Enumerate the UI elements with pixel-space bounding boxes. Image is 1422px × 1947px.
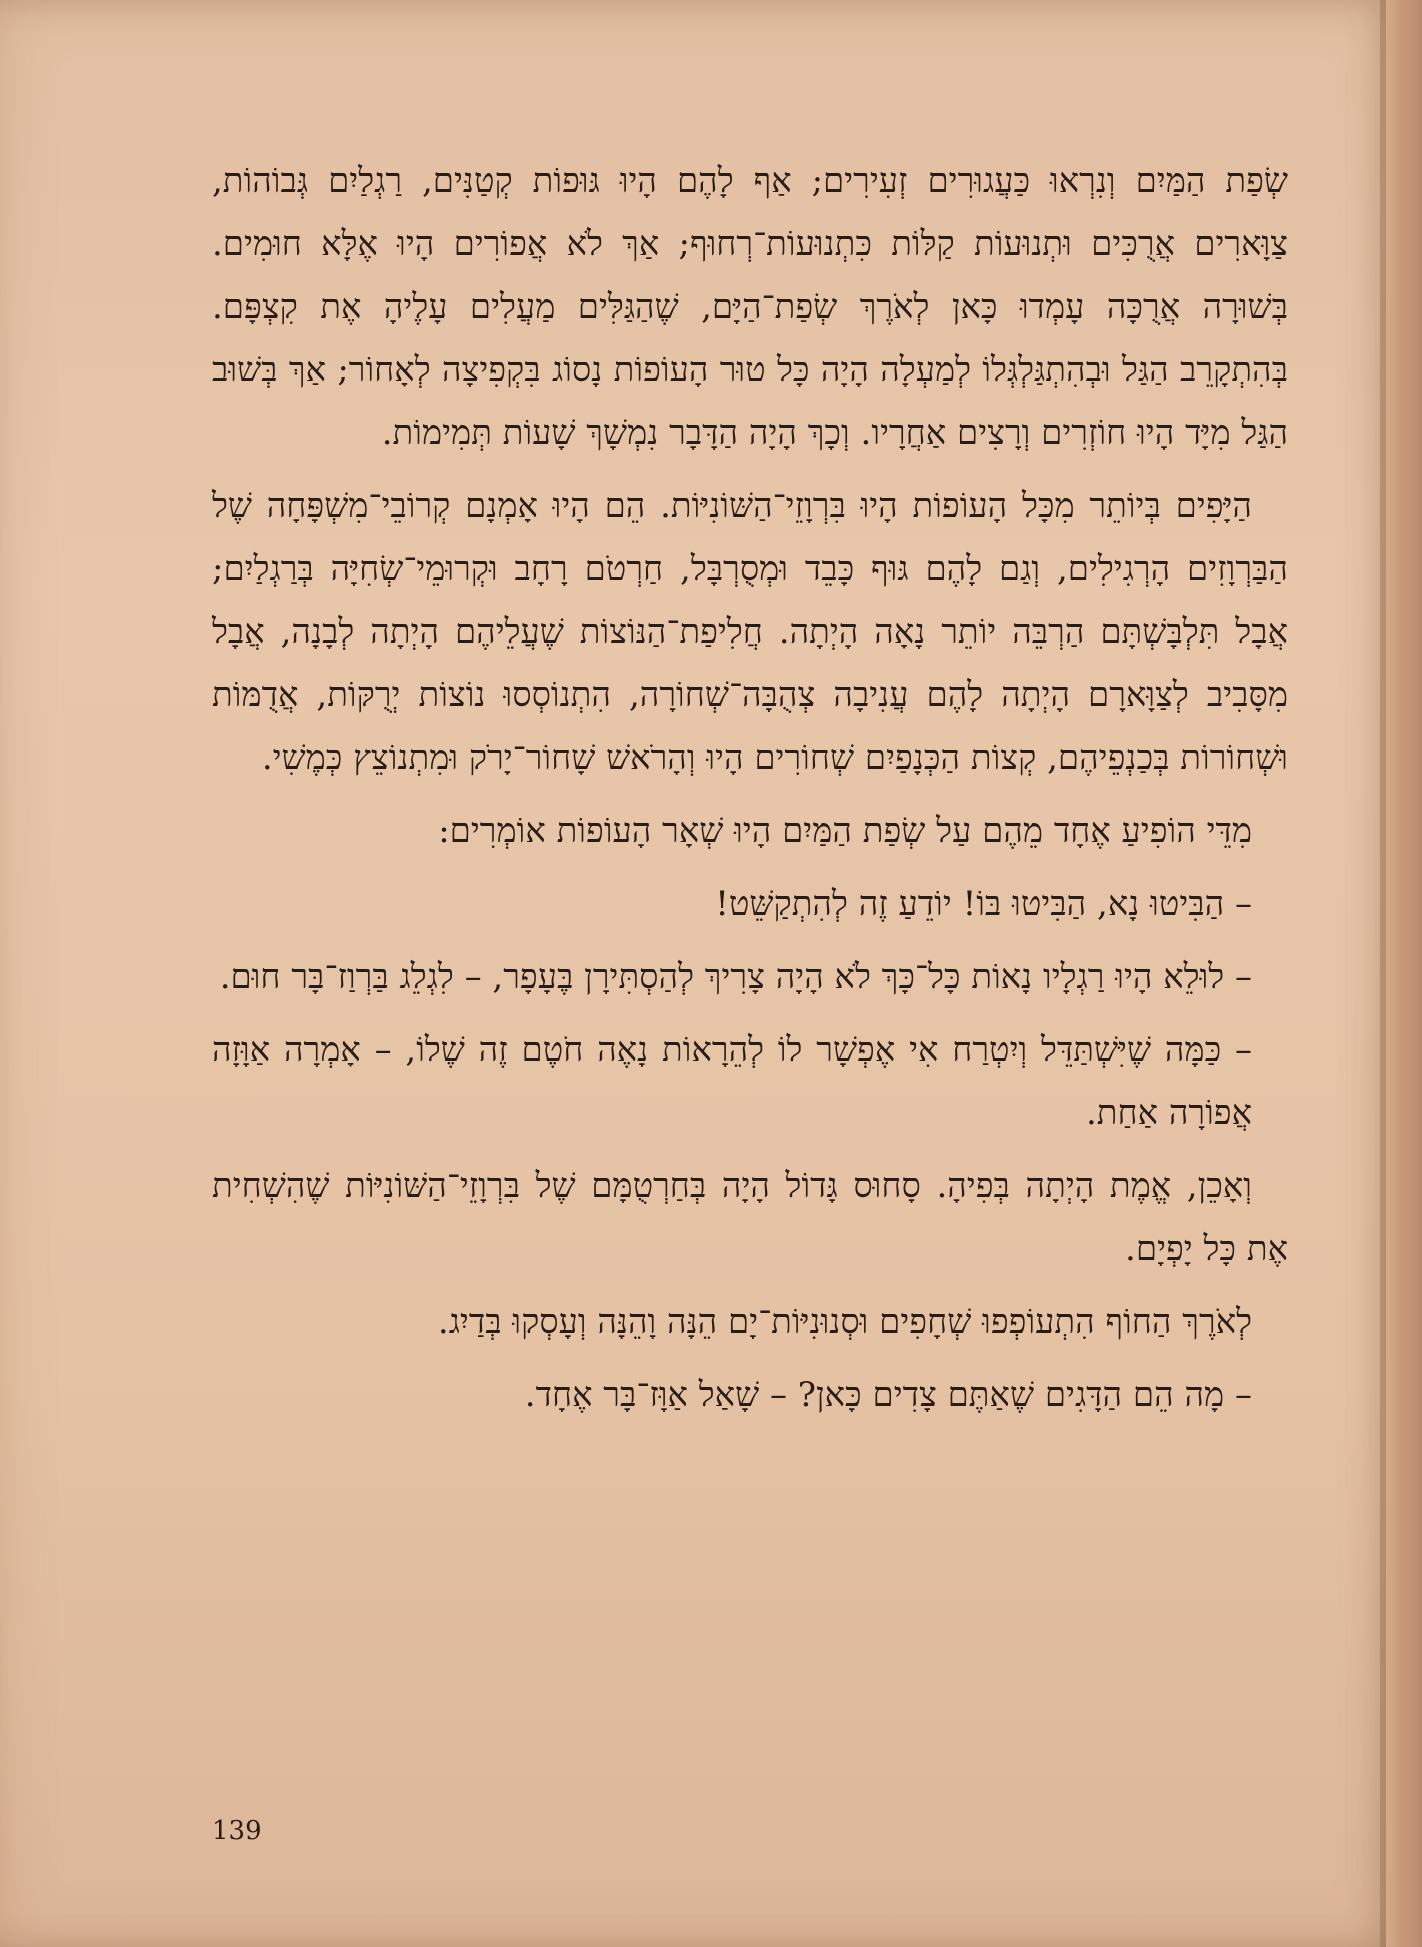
dialogue-line-1: – הַבִּיטוּ נָא, הַבִּיטוּ בּוֹ! יוֹדֵעַ זֶה לְהִתְקַשֵּׁט!	[715, 884, 1252, 924]
body-text	[212, 150, 1288, 1437]
paragraph-4: וְאָכֵן, אֱמֶת הָיְתָה בְּפִיהָ. סָחוּס גָּדוֹל הָיָה בְּחַרְטֻמָּם שֶׁל בִּרְוָזֵי־הַשּׁוֹנִיּוֹת שֶׁהִשְׁחִית אֶת כָּל יָפְיָם.	[212, 1166, 1288, 1269]
page-edge	[1386, 0, 1422, 1947]
paragraph-5: לְאֹרֶךְ הַחוֹף הִתְעוֹפְפוּ שְׁחָפִים וּסְנוּנִיּוֹת־יָם הֵנָּה וָהֵנָּה וְעָסְקוּ בְּדַיִג.	[437, 1302, 1252, 1342]
paragraph-2: הַיָּפִים בְּיוֹתֵר מִכָּל הָעוֹפוֹת הָיוּ בִּרְוָזֵי־הַשּׁוֹנִיּוֹת. הֵם הָיוּ אָמְנָם קְרוֹבֵי־מִשְׁפָּחָה שֶׁל הַבַּרְוָזִים הָרְגִילִים, וְגַם לָהֶם גּוּף כָּבֵד וּמְסֻרְבָּל, חַרְטֹם רָחָב וּקְרוּמֵי־שְׂחִיָּה בְּרַגְלַיִם; אֲבָל תִּלְבָּשְׁתָּם הַרְבֵּה יוֹתֵר נָאָה הָיְתָה. חֲלִיפַת־הַנּוֹצוֹת שֶׁעֲלֵיהֶם הָיְתָה לְבָנָה, אֲבָל מִסָּבִיב לְצַוָּארָם הָיְתָה לָהֶם עֲנִיבָה צְהֻבָּה־שְׁחוֹרָה, הִתְנוֹסְסוּ נוֹצוֹת יְרֻקּוֹת, אֲדֻמּוֹת וּשְׁחוֹרוֹת בְּכַנְפֵיהֶם, קְצוֹת הַכְּנָפַיִם שְׁחוֹרִים הָיוּ וְהָרֹאשׁ שָׁחוֹר־יָרֹק וּמִתְנוֹצֵץ כְּמֶשִׁי.	[212, 486, 1288, 778]
paragraph-1: שְׂפַת הַמַּיִם וְנִרְאוּ כַּעֲגוּרִים זְעִירִים; אַף לָהֶם הָיוּ גּוּפוֹת קְטַנִּים, רַגְלַיִם גְּבוֹהוֹת, צַוָּארִים אֲרֻכִּים וּתְנוּעוֹת קַלּוֹת כִּתְנוּעוֹת־רְחוּף; אַךְ לֹא אֲפוֹרִים הָיוּ אֶלָּא חוּמִים. בְּשׁוּרָה אֲרֻכָּה עָמְדוּ כָּאן לְאֹרֶךְ שְׂפַת־הַיָּם, שֶׁהַגַּלִּים מַעֲלִים עָלֶיהָ אֶת קִצְפָּם. בְּהִתְקָרֵב הַגַּל וּבְהִתְגַּלְגְּלוֹ לְמַעְלָה הָיָה כָּל טוּר הָעוֹפוֹת נָסוֹג בִּקְפִיצָה לְאָחוֹר; אַךְ בְּשׁוּב הַגַּל מִיָּד הָיוּ חוֹזְרִים וְרָצִים אַחֲרָיו. וְכָךְ הָיָה הַדָּבָר נִמְשָׁךְ שָׁעוֹת תְּמִימוֹת.	[212, 161, 1288, 453]
page-number: 139	[212, 1816, 262, 1846]
paragraph-3: מִדֵּי הוֹפִיעַ אֶחָד מֵהֶם עַל שְׂפַת הַמַּיִם הָיוּ שְׁאָר הָעוֹפוֹת אוֹמְרִים:	[438, 811, 1252, 851]
dialogue-line-2: – לוּלֵא הָיוּ רַגְלָיו נָאוֹת כָּל־כָּךְ לֹא הָיָה צָרִיךְ לְהַסְתִּירָן בֶּעָפָר, – לִגְלֵג בַּרְוַז־בָּר חוּם.	[219, 957, 1252, 997]
dialogue-line-4: – מָה הֵם הַדָּגִים שֶׁאַתֶּם צָדִים כָּאן? – שָׁאַל אַוָּז־בָּר אֶחָד.	[524, 1375, 1252, 1415]
dialogue-line-3: – כַּמָּה שֶׁיִּשְׁתַּדֵּל וְיִטְרַח אִי אֶפְשָׁר לוֹ לְהֵרָאוֹת נָאֶה חֹטֶם זֶה שֶׁלוֹ, – אָמְרָה אַוָּזָה אֲפוֹרָה אַחַת.	[212, 1030, 1252, 1133]
